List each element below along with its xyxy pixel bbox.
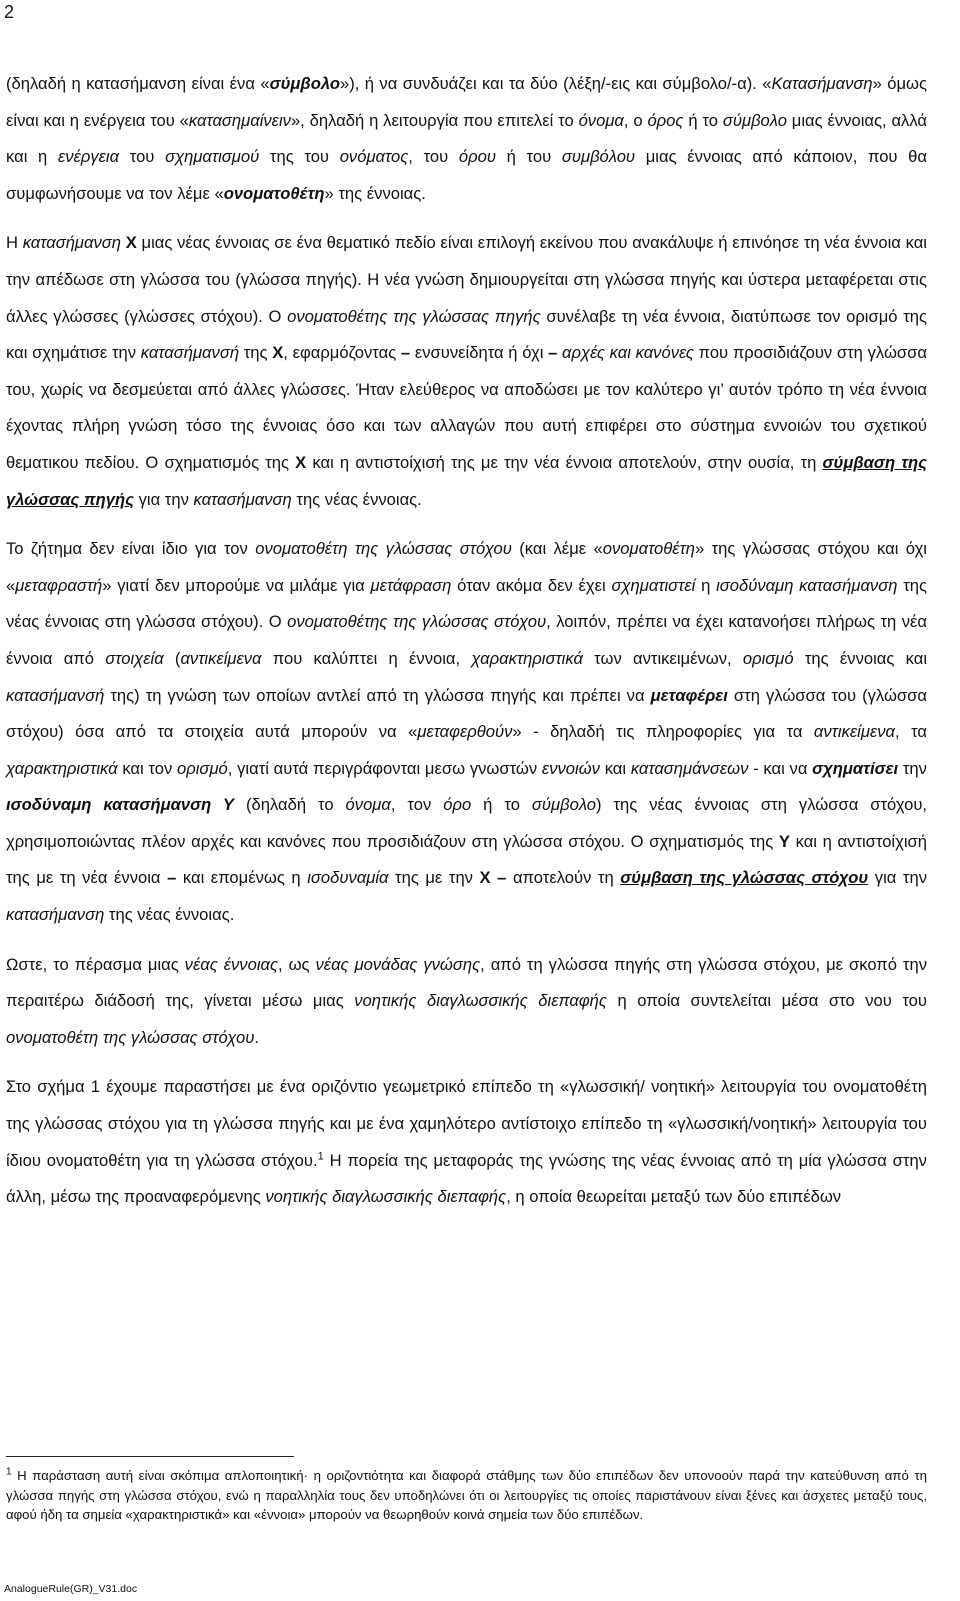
text-run: ονοματοθέτη: [223, 183, 325, 203]
text-run: σχηματιστεί: [611, 575, 696, 595]
text-run: » όμως είναι και η ενέργεια του «: [6, 74, 927, 130]
text-run: της νέας έννοιας στη γλώσσα στόχου). Ο: [6, 575, 927, 632]
text-run: μιας έννοιας, αλλά και η: [6, 110, 927, 167]
text-run: μιας έννοιας από κάποιον, που θα συμφωνήσουμε να τον λέμε «: [6, 147, 928, 203]
text-run: - και να: [748, 758, 813, 778]
paragraph: [6, 531, 927, 934]
text-run: αρχές και κανόνες: [562, 343, 694, 363]
text-run: όνομα: [345, 795, 391, 815]
text-run: , τον: [390, 795, 444, 815]
text-run: κατασήμανση: [6, 905, 105, 925]
text-run: κατασημαίνειν: [188, 110, 291, 130]
text-run: για την: [133, 489, 194, 509]
text-run: σύμβαση της γλώσσας πηγής: [6, 452, 927, 509]
text-run: για την: [868, 868, 928, 888]
text-run: κατασήμανση: [193, 489, 292, 509]
document-filename: AnalogueRule(GR)_V31.doc: [4, 1583, 138, 1595]
text-run: ονόματος: [339, 147, 409, 167]
text-run: , ο: [623, 110, 648, 130]
text-run: , του: [408, 147, 459, 167]
text-run: και η αντιστοίχισή της με την νέα έννοια αποτελούν, στην ουσία, τη: [306, 452, 823, 472]
text-run: και: [599, 758, 631, 778]
text-run: » της έννοιας.: [324, 183, 426, 203]
text-run: ή το: [471, 795, 532, 815]
text-run: την: [898, 758, 927, 778]
text-run: συνέλαβε τη νέα έννοια, διατύπωσε τον ορισμό της και σχημάτισε την: [6, 306, 928, 363]
text-run: όρου: [458, 147, 496, 167]
text-run: σχηματισμού: [165, 147, 260, 167]
text-run: –: [400, 343, 411, 363]
text-run: ονοματοθέτη της γλώσσας στόχου: [255, 539, 512, 559]
text-run: μιας νέας έννοιας σε ένα θεματικό πεδίο είναι επιλογή εκείνου που ανακάλυψε ή επινόησε τη νέα έννοια και την απέδωσε στη γλώσσα του (γλώσσα πηγής). Η νέα γνώση δημιουργείται στη γλώσσα πηγής και ύστερα μεταφέρεται στις άλλες γλώσσες (γλώσσες στόχου). Ο: [6, 233, 927, 326]
text-run: ισοδύναμη κατασήμανση: [716, 575, 898, 595]
text-run: .: [254, 1027, 259, 1047]
text-run: κατασήμανση: [22, 233, 121, 253]
text-run: σχηματίσει: [812, 758, 899, 778]
text-run: ονοματοθέτης της γλώσσας πηγής: [287, 306, 541, 326]
text-run: Χ: [125, 233, 137, 253]
text-run: (και λέμε «: [511, 539, 603, 559]
text-run: Κατασήμανση: [771, 74, 873, 93]
text-run: όταν ακόμα δεν έχει: [451, 575, 612, 595]
text-run: Υ: [778, 831, 790, 851]
page-number: 2: [4, 2, 15, 22]
text-run: νέας έννοιας: [184, 954, 279, 974]
text-run: Το ζήτημα δεν είναι ίδιο για τον: [6, 539, 256, 559]
text-run: –: [167, 868, 177, 888]
text-run: , γιατί αυτά περιγράφονται μεσω γνωστών: [227, 758, 542, 778]
text-run: μεταφερθούν: [417, 722, 513, 742]
text-run: η: [695, 575, 717, 595]
text-run: ή του: [495, 147, 562, 167]
paragraph: [6, 1069, 927, 1215]
text-run: σύμβολο: [269, 74, 340, 93]
footnote-reference: 1: [317, 1150, 324, 1163]
text-run: Ωστε, το πέρασμα μιας: [6, 954, 185, 974]
text-run: της έννοιας και: [793, 648, 928, 668]
text-run: των αντικειμένων,: [582, 648, 743, 668]
text-run: του: [119, 147, 166, 167]
text-run: νοητικής διαγλωσσικής διεπαφής: [265, 1187, 507, 1207]
text-run: ορισμό: [742, 648, 794, 668]
text-run: μετάφραση: [370, 575, 452, 595]
text-run: κατασήμανσή: [6, 685, 105, 705]
text-run: » - δηλαδή τις πληροφορίες για τα: [512, 722, 814, 742]
text-run: αντικείμενα: [813, 722, 895, 742]
text-run: , η οποία θεωρείται μεταξύ των δύο επιπέδων: [506, 1187, 842, 1207]
text-run: όνομα: [578, 110, 624, 130]
footnote-mark: 1: [6, 1466, 12, 1478]
text-run: μεταφραστή: [15, 575, 103, 595]
text-run: ή το: [683, 110, 723, 130]
text-run: που προσιδιάζουν στη γλώσσα του, χωρίς να δεσμεύεται από άλλες γλώσσες. Ήταν ελεύθερος να αποδώσει με τον καλύτερο γι’ αυτόν τρόπο τη νέα έννοια έχοντας πλήρη γνώση τόσο της έννοιας όσο και των αλλαγών που αυτή επιφέρει στο σύστημα εννοιών του σχετικού θεματικου πεδίου. Ο σχηματισμός της: [6, 343, 927, 472]
text-run: , λοιπόν, πρέπει να έχει κατανοήσει πλήρως τη νέα έννοια από: [6, 612, 927, 668]
text-run: (δηλαδή η κατασήμανση είναι ένα «: [6, 74, 270, 93]
footnote: [6, 1466, 927, 1525]
text-run: αποτελούν τη: [506, 868, 621, 888]
text-run: ισοδυναμία: [307, 868, 389, 888]
paragraph: [6, 66, 927, 212]
body-text: [6, 66, 927, 1229]
text-run: Χ: [295, 452, 307, 472]
text-run: της του: [259, 147, 340, 167]
text-run: χαρακτηριστικά: [6, 758, 118, 778]
footnote-text: Η παράσταση αυτή είναι σκόπιμα απλοποιητική· η οριζοντιότητα και διαφορά στάθμης των δύο επιπέδων δεν υπονοούν παρά την κατεύθυνση από τη γλώσσα πηγής στη γλώσσα στόχου, ενώ η παραλληλία τους δεν υποδηλώνει ότι οι λειτουργίες τις οποίες παριστάνουν είναι ξένες και άσχετες μεταξύ τους, αφού ήδη τα σημεία «χαρακτηριστικά» και «έννοια» μπορούν να θεωρηθούν κοινά σημεία των δύο επιπέδων.: [6, 1468, 927, 1522]
text-run: Χ: [272, 343, 284, 363]
text-run: » της γλώσσας στόχου και όχι «: [6, 539, 927, 595]
text-run: στη γλώσσα του (γλώσσα στόχου) όσα από τα στοιχεία αυτά μπορούν να «: [6, 685, 927, 742]
text-run: της) τη γνώση των οποίων αντλεί από τη γλώσσα πηγής και πρέπει να: [104, 685, 651, 705]
text-run: –: [497, 868, 507, 888]
text-run: και τον: [117, 758, 178, 778]
text-run: ισοδύναμη κατασήμανση Υ: [6, 795, 234, 815]
text-run: και η αντιστοίχισή της με τη νέα έννοια: [6, 831, 927, 888]
text-run: Στο σχήμα 1 έχουμε παραστήσει με ένα οριζόντιο γεωμετρικό επίπεδο τη «γλωσσική/ νοητική» λειτουργία του ονοματοθέτη της γλώσσας στόχου για τη γλώσσα πηγής και με ένα χαμηλότερο αντίστοιχο επίπεδο τη «γλωσσική/νοητική» λειτουργία του ίδιου ονοματοθέτη για τη γλώσσα στόχου.: [6, 1077, 927, 1170]
text-run: ονοματοθέτη: [602, 539, 696, 559]
text-run: συμβόλου: [561, 147, 636, 167]
text-run: εννοιών: [541, 758, 600, 778]
text-run: στοιχεία: [105, 648, 164, 668]
text-run: Η: [6, 233, 23, 253]
text-run: , τα: [895, 722, 927, 742]
text-run: », δηλαδή η λειτουργία που επιτελεί το: [290, 110, 579, 130]
text-run: κατασήμανσή: [140, 343, 240, 363]
paragraph: [6, 225, 927, 518]
text-run: ονοματοθέτης της γλώσσας στόχου: [287, 612, 547, 632]
text-run: , από τη γλώσσα πηγής στη γλώσσα στόχου, με σκοπό την περαιτέρω διάδοσή της, γίνεται μέσω μιας: [6, 954, 928, 1011]
text-run: της: [239, 343, 273, 363]
text-run: , ως: [278, 954, 316, 974]
text-run: Η πορεία της μεταφοράς της γνώσης της νέας έννοιας από τη μία γλώσσα στην άλλη, μέσω της προαναφερόμενης: [6, 1150, 927, 1207]
text-run: νέας μονάδας γνώσης: [315, 954, 481, 974]
text-run: αντικείμενα: [180, 648, 262, 668]
text-run: , εφαρμόζοντας: [283, 343, 401, 363]
text-run: της με την: [388, 868, 480, 888]
text-run: της νέας έννοιας.: [291, 489, 422, 509]
text-run: σύμβολο: [531, 795, 596, 815]
text-run: ) της νέας έννοιας στη γλώσσα στόχου, χρησιμοποιώντας πλέον αρχές και κανόνες που προσιδιάζουν στη γλώσσα στόχου. Ο σχηματισμός της: [6, 795, 928, 851]
text-run: (δηλαδή το: [234, 795, 346, 815]
text-run: κατασημάνσεων: [630, 758, 749, 778]
text-run: ονοματοθέτη της γλώσσας στόχου: [6, 1027, 255, 1047]
text-run: » γιατί δεν μπορούμε να μιλάμε για: [102, 575, 371, 595]
text-run: χαρακτηριστικά: [471, 648, 583, 668]
text-run: όρο: [443, 795, 472, 815]
text-run: σύμβαση της γλώσσας στόχου: [620, 868, 869, 888]
text-run: σύμβολο: [722, 110, 787, 130]
text-run: νοητικής διαγλωσσικής διεπαφής: [354, 991, 607, 1011]
footnote-separator: [6, 1456, 294, 1457]
text-run: ορισμό: [177, 758, 228, 778]
text-run: που καλύπτει η έννοια,: [261, 648, 472, 668]
text-run: Χ: [479, 868, 491, 888]
text-run: ενέργεια: [57, 147, 120, 167]
text-run: η οποία συντελείται μέσα στο νου του: [606, 991, 927, 1011]
text-run: όρος: [647, 110, 684, 130]
text-run: »), ή να συνδυάζει και τα δύο (λέξη/-εις και σύμβολο/-α). «: [339, 74, 772, 93]
text-run: μεταφέρει: [650, 685, 728, 705]
text-run: και επομένως η: [176, 868, 308, 888]
text-run: –: [548, 343, 558, 363]
text-run: ενσυνείδητα ή όχι: [410, 343, 549, 363]
paragraph: [6, 947, 927, 1057]
text-run: (: [163, 648, 181, 668]
text-run: της νέας έννοιας.: [104, 905, 235, 925]
